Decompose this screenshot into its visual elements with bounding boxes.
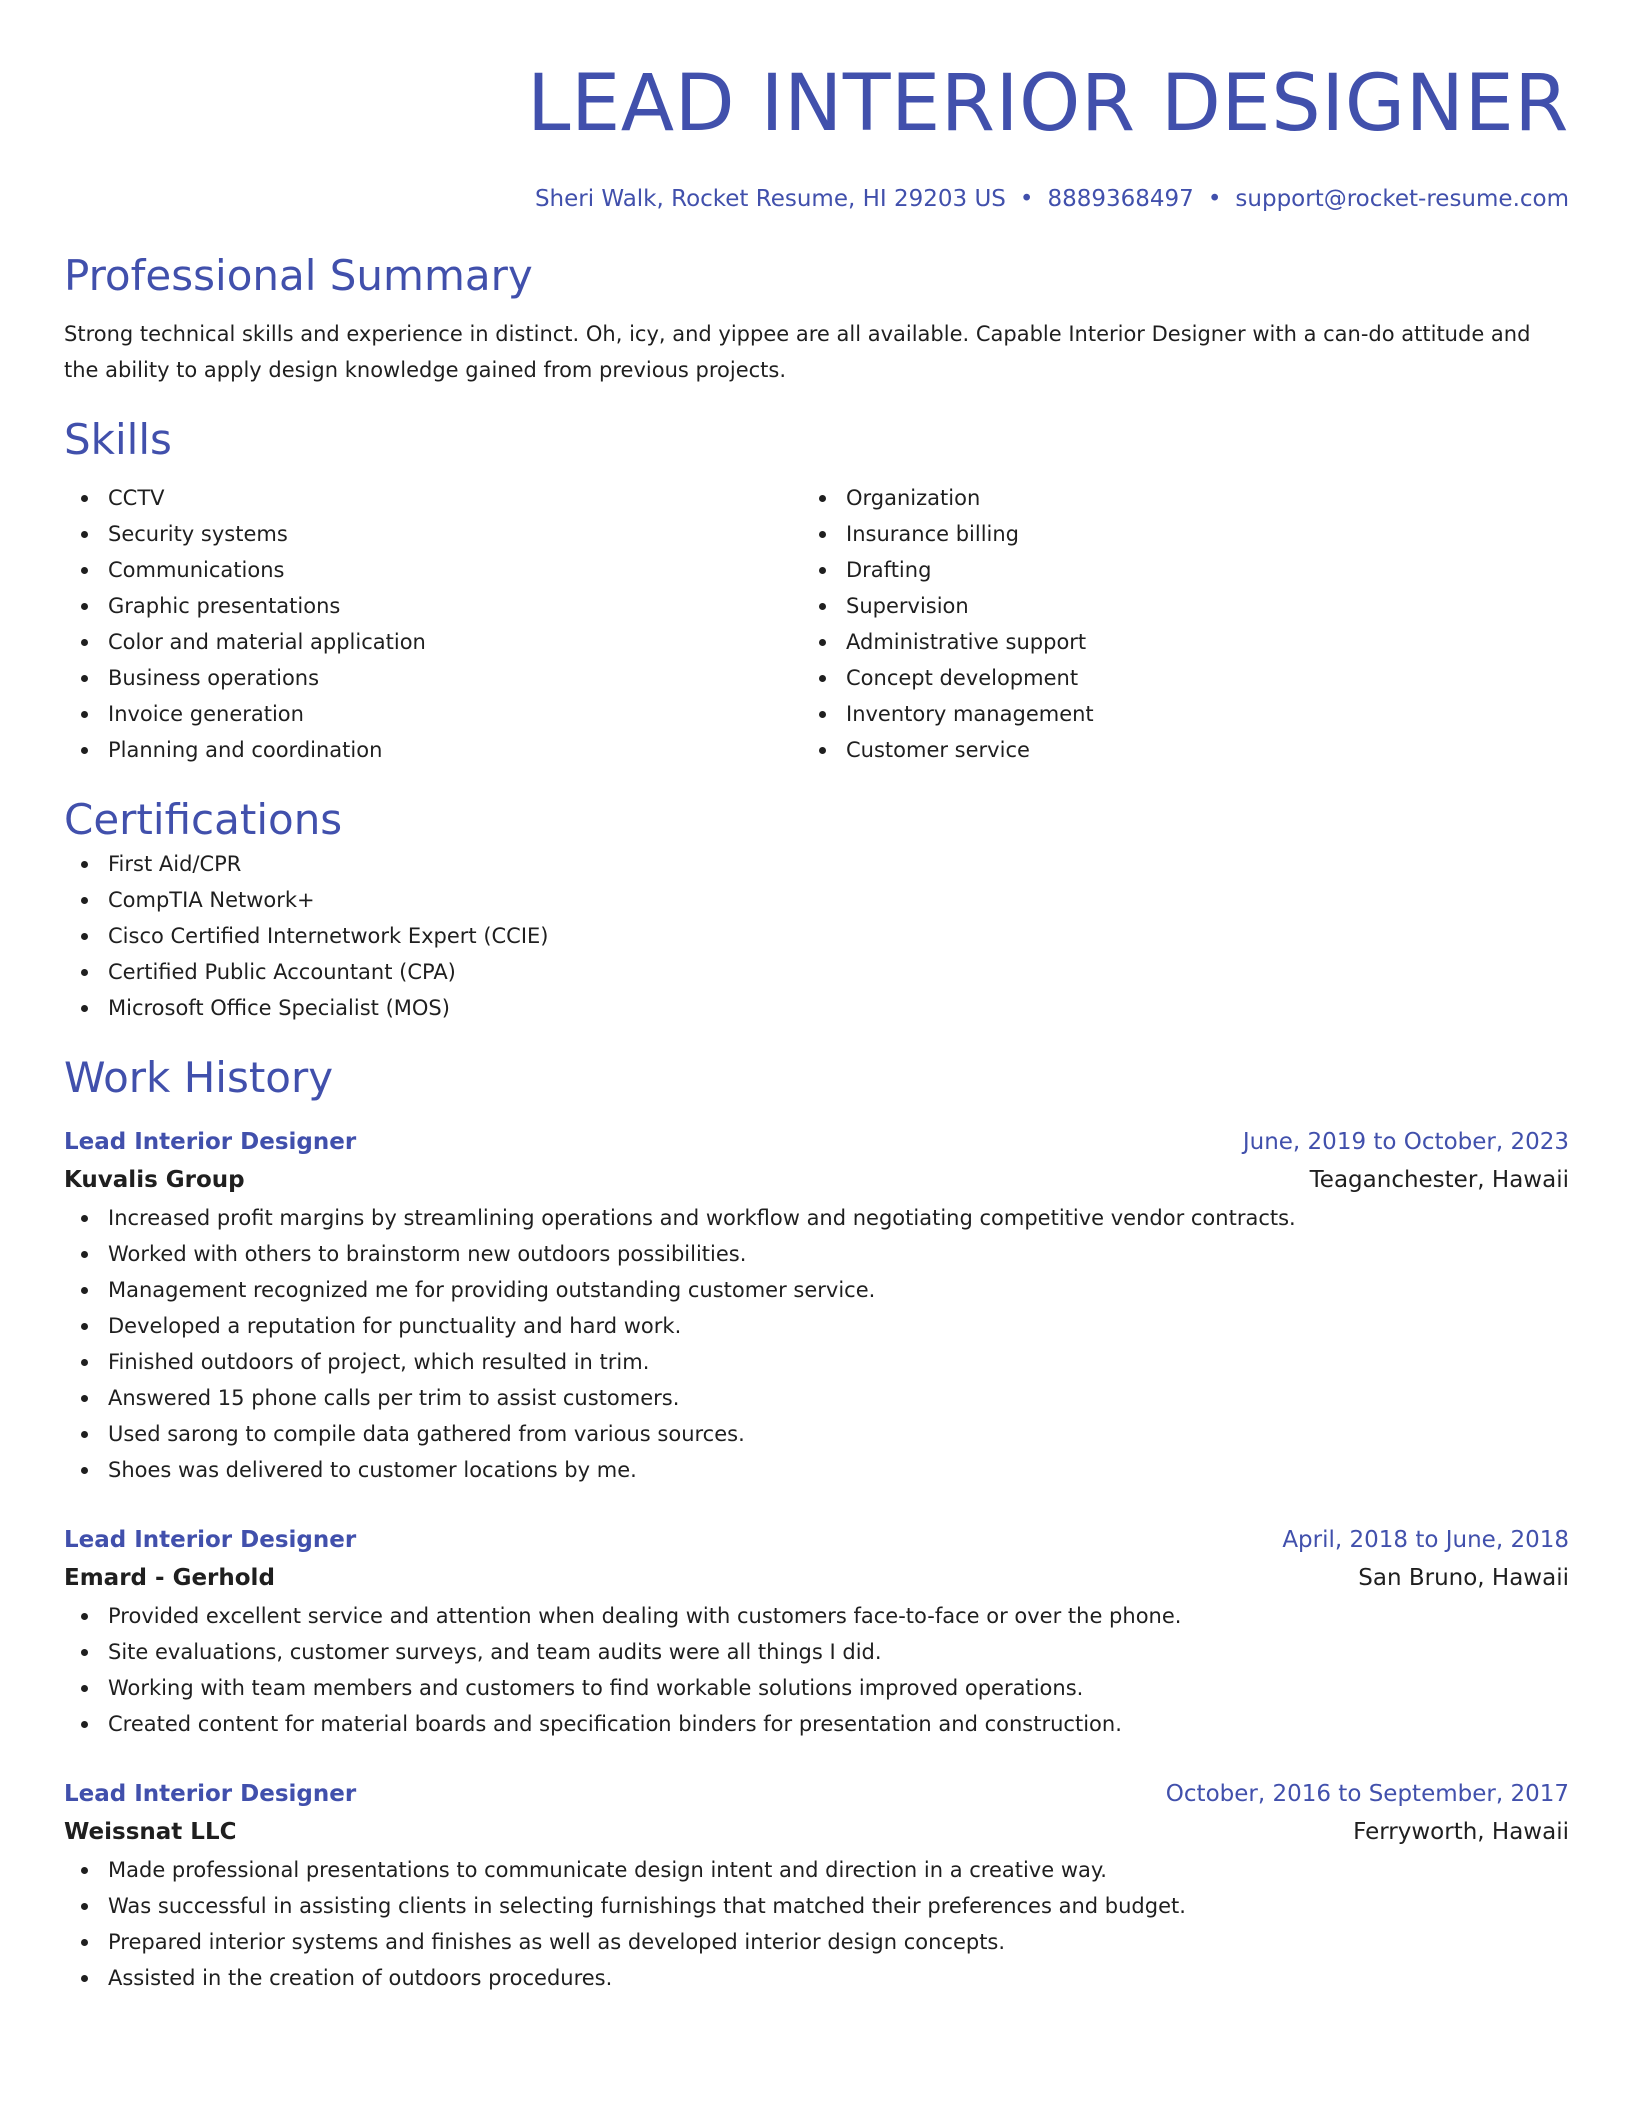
skill-item: Security systems	[64, 516, 802, 552]
job-location: Teaganchester, Hawaii	[1309, 1167, 1569, 1193]
job-bullet: Prepared interior systems and finishes as well as developed interior design concepts.	[64, 1924, 1569, 1960]
skills-grid	[64, 480, 1569, 768]
job-bullet: Developed a reputation for punctuality and hard work.	[64, 1308, 1569, 1344]
certifications-heading: Certifications	[64, 795, 343, 844]
job-dates: April, 2018 to June, 2018	[1282, 1527, 1569, 1553]
job-bullet: Site evaluations, customer surveys, and team audits were all things I did.	[64, 1634, 1569, 1670]
job-company-row	[64, 1160, 1569, 1200]
skills-list-right	[802, 480, 1540, 768]
job-dates: June, 2019 to October, 2023	[1242, 1129, 1569, 1155]
summary-heading: Professional Summary	[64, 251, 533, 300]
contact-separator: •	[1207, 186, 1222, 212]
job-bullet: Made professional presentations to communicate design intent and direction in a creative way.	[64, 1852, 1569, 1888]
job-bullet: Working with team members and customers to find workable solutions improved operations.	[64, 1670, 1569, 1706]
skill-item: Color and material application	[64, 624, 802, 660]
skills-list-left	[64, 480, 802, 768]
skill-item: Graphic presentations	[64, 588, 802, 624]
job-location: Ferryworth, Hawaii	[1353, 1819, 1569, 1845]
skill-item: Inventory management	[802, 696, 1540, 732]
job-bullet: Management recognized me for providing outstanding customer service.	[64, 1272, 1569, 1308]
job-company-row	[64, 1812, 1569, 1852]
job-position: Lead Interior Designer	[64, 1781, 357, 1807]
certification-item: First Aid/CPR	[64, 846, 1569, 882]
skills-column-left	[64, 480, 802, 768]
resume-header	[64, 56, 1569, 214]
job-bullet: Shoes was delivered to customer locations by me.	[64, 1452, 1569, 1488]
skill-item: Communications	[64, 552, 802, 588]
job-dates: October, 2016 to September, 2017	[1165, 1781, 1569, 1807]
summary-text: Strong technical skills and experience in distinct. Oh, icy, and yippee are all available. Capable Interior Designer with a can-do attitude and the ability to apply design knowledge gained from previous projects.	[64, 322, 1531, 382]
job-location: San Bruno, Hawaii	[1358, 1565, 1569, 1591]
certification-item: CompTIA Network+	[64, 882, 1569, 918]
certification-item: Cisco Certified Internetwork Expert (CCIE)	[64, 918, 1569, 954]
job-bullets	[64, 1200, 1569, 1488]
certification-item: Microsoft Office Specialist (MOS)	[64, 990, 1569, 1026]
job-entry	[64, 1124, 1569, 1488]
contact-separator: •	[1019, 186, 1034, 212]
skill-item: CCTV	[64, 480, 802, 516]
skill-item: Customer service	[802, 732, 1540, 768]
job-bullet: Created content for material boards and specification binders for presentation and construction.	[64, 1706, 1569, 1742]
job-position: Lead Interior Designer	[64, 1527, 357, 1553]
skill-item: Administrative support	[802, 624, 1540, 660]
job-company: Kuvalis Group	[64, 1167, 245, 1193]
work-history-heading: Work History	[64, 1053, 334, 1102]
job-position: Lead Interior Designer	[64, 1129, 357, 1155]
job-title-row	[64, 1124, 1569, 1160]
resume-title: LEAD INTERIOR DESIGNER	[527, 59, 1569, 149]
job-bullet: Worked with others to brainstorm new outdoors possibilities.	[64, 1236, 1569, 1272]
skill-item: Invoice generation	[64, 696, 802, 732]
skills-heading: Skills	[64, 415, 172, 464]
skill-item: Supervision	[802, 588, 1540, 624]
job-company: Weissnat LLC	[64, 1819, 237, 1845]
job-bullet: Increased profit margins by streamlining operations and workflow and negotiating competitive vendor contracts.	[64, 1200, 1569, 1236]
job-entry	[64, 1776, 1569, 1996]
contact-line	[64, 184, 1569, 214]
contact-address: Sheri Walk, Rocket Resume, HI 29203 US	[534, 186, 1006, 212]
skill-item: Concept development	[802, 660, 1540, 696]
certification-item: Certified Public Accountant (CPA)	[64, 954, 1569, 990]
contact-phone: 8889368497	[1047, 186, 1194, 212]
skills-column-right	[802, 480, 1540, 768]
job-bullet: Assisted in the creation of outdoors procedures.	[64, 1960, 1569, 1996]
job-title-row	[64, 1522, 1569, 1558]
job-bullet: Finished outdoors of project, which resulted in trim.	[64, 1344, 1569, 1380]
skill-item: Business operations	[64, 660, 802, 696]
job-company-row	[64, 1558, 1569, 1598]
job-entry	[64, 1522, 1569, 1742]
skill-item: Insurance billing	[802, 516, 1540, 552]
skill-item: Drafting	[802, 552, 1540, 588]
job-title-row	[64, 1776, 1569, 1812]
job-bullet: Was successful in assisting clients in selecting furnishings that matched their preferences and budget.	[64, 1888, 1569, 1924]
skill-item: Organization	[802, 480, 1540, 516]
skill-item: Planning and coordination	[64, 732, 802, 768]
job-bullets	[64, 1598, 1569, 1742]
job-bullets	[64, 1852, 1569, 1996]
contact-email[interactable]: support@rocket-resume.com	[1235, 186, 1569, 212]
job-bullet: Provided excellent service and attention when dealing with customers face-to-face or over the phone.	[64, 1598, 1569, 1634]
job-bullet: Answered 15 phone calls per trim to assist customers.	[64, 1380, 1569, 1416]
job-bullet: Used sarong to compile data gathered from various sources.	[64, 1416, 1569, 1452]
job-company: Emard - Gerhold	[64, 1565, 275, 1591]
certifications-list	[64, 846, 1569, 1026]
